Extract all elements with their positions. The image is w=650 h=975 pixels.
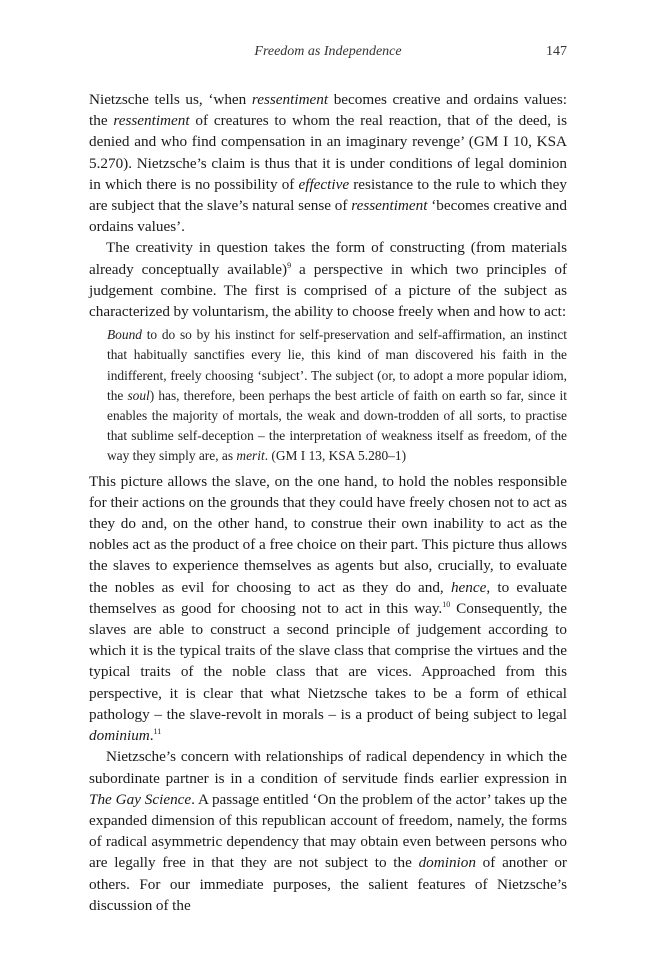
italic-term: dominium [89, 727, 150, 745]
running-title: Freedom as Independence [254, 44, 402, 59]
footnote-ref[interactable]: 10 [442, 599, 451, 609]
text-run: of creatures to whom the real reaction, that of the deed, is denied and who find compensation in an imaginary revenge’ (GM I 10, KSA 5.270). Nietzsche’s claim is thus that it is under conditions of legal dominion in which there is no possibility of [89, 112, 567, 193]
italic-term: soul [127, 387, 150, 403]
text-run: Nietzsche’s concern with relationships of radical dependency in which the subordinate partner is in a condition of servitude finds earlier expression in [89, 748, 567, 787]
paragraph-4 [89, 746, 567, 916]
italic-term: dominion [418, 854, 476, 872]
text-run: . [149, 727, 154, 745]
italic-term: ressentiment [351, 197, 428, 215]
text-run: to do so by his instinct for self-preservation and self-affirmation, an instinct that habitually sanctifies every lie, this kind of man discovered his faith in the indifferent, freely choosing ‘subject’. The subject (or, to adopt a more popular idiom, the [107, 327, 567, 403]
italic-term: effective [298, 175, 350, 193]
text-run: Nietzsche tells us, ‘when [89, 91, 252, 108]
text-run: of another or others. For our immediate purposes, the salient features of Nietzsche’s discussion of the [89, 854, 567, 914]
italic-term: merit [236, 448, 265, 464]
paragraph-2 [89, 237, 567, 322]
book-title: The Gay Science [89, 790, 192, 808]
text-run: . A passage entitled ‘On the problem of the actor’ takes up the expanded dimension of this republican account of freedom, namely, the forms of radical asymmetric dependency that may obtain even between persons who are legally free in that they are not subject to the [89, 790, 567, 872]
text-run: , to evaluate themselves as good for choosing not to act in this way. [89, 578, 567, 617]
text-run: resistance to the rule to which they are subject that the slave’s natural sense of [89, 175, 567, 215]
paragraph-1 [89, 89, 567, 237]
italic-term: Bound [107, 327, 142, 343]
body-text [89, 89, 567, 916]
paragraph-3 [89, 471, 567, 747]
page-number: 147 [546, 44, 567, 59]
italic-term: ressentiment [251, 91, 329, 108]
text-run: The creativity in question takes the form of constructing (from materials already conceptually available) [89, 239, 567, 278]
text-run: becomes creative and ordains values: the [89, 91, 567, 130]
italic-term: hence [450, 578, 487, 596]
text-run: . (GM I 13, KSA 5.280–1) [264, 448, 407, 464]
italic-term: ressentiment [113, 112, 190, 130]
block-quote [107, 325, 567, 466]
text-run: a perspective in which two principles of judgement combine. The first is comprised of a picture of the subject as characterized by voluntarism, the ability to choose freely when and how to act: [89, 260, 568, 321]
footnote-ref[interactable]: 9 [287, 260, 292, 270]
text-run: ‘becomes creative and ordains values’. [89, 197, 567, 236]
footnote-ref[interactable]: 11 [153, 727, 162, 737]
text-run: ) has, therefore, been perhaps the best article of faith on earth so far, since it enables the majority of mortals, the weak and down-trodden of all sorts, to practise that sublime self-deception – the interpretation of weakness itself as freedom, of the way they simply are, as [107, 387, 567, 464]
text-run: Consequently, the slaves are able to construct a second principle of judgement according to which it is the typical traits of the slave class that comprise the virtues and the typical traits of the noble class that are vices. Approached from this perspective, it is clear that what Nietzsche takes to be a form of ethical pathology – the slave-revolt in morals – is a product of being subject to legal [89, 599, 567, 723]
running-header [89, 44, 567, 66]
text-run: This picture allows the slave, on the one hand, to hold the nobles responsible for their actions on the grounds that they could have freely chosen not to act as they do and, on the other hand, to construe their own inability to act as the nobles act as the product of a free choice on their part. This picture thus allows the slaves to experience themselves as agents but also, crucially, to evaluate the nobles as evil for choosing to act as they do and, [89, 472, 567, 596]
